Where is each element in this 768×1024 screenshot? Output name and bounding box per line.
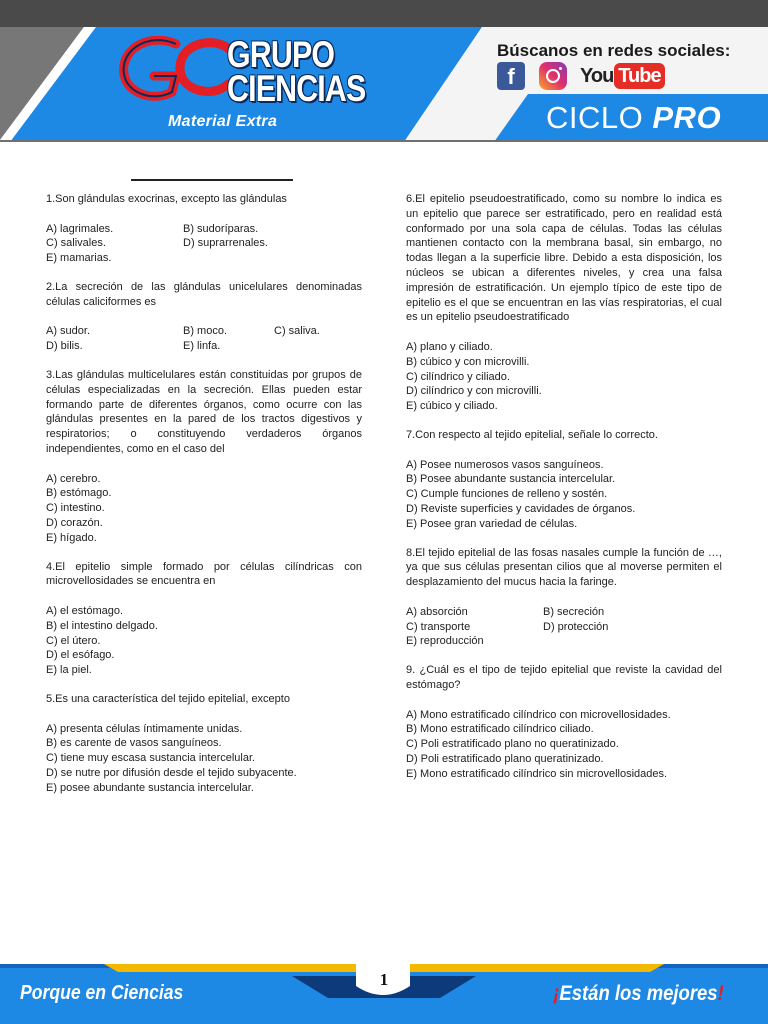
option-row <box>46 531 362 546</box>
answer-option: A) sudor. <box>46 325 91 338</box>
answer-option: B) sudoríparas. <box>183 222 259 235</box>
option-row <box>406 752 722 767</box>
youtube-word-tube: Tube <box>614 63 664 89</box>
option-row <box>406 384 722 399</box>
option-row <box>46 339 362 354</box>
facebook-icon[interactable] <box>497 62 525 90</box>
option-row <box>406 458 722 473</box>
right-column <box>406 192 722 795</box>
answer-options <box>46 722 362 796</box>
answer-option: B) cúbico y con microvilli. <box>406 355 530 368</box>
answer-option: B) secreción <box>543 605 605 618</box>
page-header <box>0 0 768 142</box>
option-row <box>46 648 362 663</box>
answer-option: B) Mono estratificado cilíndrico ciliado. <box>406 723 594 736</box>
option-row <box>406 399 722 414</box>
answer-options <box>406 708 722 782</box>
answer-option: B) es carente de vasos sanguíneos. <box>46 737 222 750</box>
instagram-icon[interactable] <box>539 62 567 90</box>
answer-options <box>406 340 722 414</box>
answer-option: D) Poli estratificado plano queratinizado. <box>406 752 604 765</box>
title-underline <box>131 179 293 181</box>
question-text: 5.Es una característica del tejido epitelial, excepto <box>46 692 290 705</box>
answer-option: C) Cumple funciones de relleno y sostén. <box>406 488 608 501</box>
option-row <box>406 355 722 370</box>
option-row <box>46 516 362 531</box>
option-row <box>406 605 722 620</box>
footer-slogan-right <box>554 982 725 1006</box>
cycle-label-text: CICLO <box>546 100 644 135</box>
youtube-icon[interactable] <box>580 63 665 89</box>
answer-option: C) el útero. <box>46 634 101 647</box>
brand-line-2: CIENCIAS <box>227 68 366 109</box>
answer-option: C) Poli estratificado plano no queratinizado. <box>406 738 619 751</box>
page-footer <box>0 958 768 1024</box>
question-text: 9. ¿Cuál es el tipo de tejido epitelial que reviste la cavidad del estómago? <box>406 664 722 691</box>
option-row <box>406 634 722 649</box>
slogan-open-mark: ¡ <box>553 982 560 1005</box>
brand-line-1: GRUPO <box>227 34 335 75</box>
answer-option: C) salivales. <box>46 237 106 250</box>
option-row <box>46 324 362 339</box>
brand-name <box>227 34 366 109</box>
question-block <box>46 280 362 354</box>
answer-option: D) Reviste superficies y cavidades de órganos. <box>406 502 636 515</box>
option-row <box>406 737 722 752</box>
answer-options <box>46 472 362 546</box>
answer-option: C) cilíndrico y ciliado. <box>406 370 510 383</box>
question-block <box>46 192 362 266</box>
answer-option: D) se nutre por difusión desde el tejido subyacente. <box>46 766 297 779</box>
cycle-label-emphasis: PRO <box>652 100 722 135</box>
option-row <box>406 722 722 737</box>
grupo-ciencias-logo-icon <box>118 36 240 104</box>
answer-option: A) absorción <box>406 605 468 618</box>
answer-option: C) intestino. <box>46 502 105 515</box>
answer-option: E) hígado. <box>46 531 97 544</box>
option-row <box>46 486 362 501</box>
material-extra-label: Material Extra <box>168 113 278 130</box>
answer-option: A) Mono estratificado cilíndrico con microvellosidades. <box>406 708 671 721</box>
option-row <box>46 472 362 487</box>
question-text: 6.El epitelio pseudoestratificado, como su nombre lo indica es un epitelio que parece ser estratificado, pero en realidad está conformado por una sola capa de células. Todas las células mantienen contacto con la membrana basal, sin embargo, no todas llegan a la superficie libre. Debido a esta disposición, los núcleos se ubican a diferentes niveles, y crea una falsa impresión de estratificación. Un ejemplo típico de este tipo de epitelio es el que se encuentran en las vías respiratorias, el cual es un epitelio pseudoestratificado <box>406 193 722 324</box>
question-text: 7.Con respecto al tejido epitelial, señale lo correcto. <box>406 428 658 441</box>
option-row <box>406 340 722 355</box>
option-row <box>46 722 362 737</box>
answer-option: A) plano y ciliado. <box>406 340 493 353</box>
answer-option: E) mamarias. <box>46 252 112 265</box>
option-row <box>46 619 362 634</box>
question-text: 2.La secreción de las glándulas unicelulares denominadas células caliciformes es <box>46 280 362 308</box>
option-row <box>46 766 362 781</box>
answer-option: D) suprarrenales. <box>183 237 268 250</box>
answer-option: C) transporte <box>406 620 471 633</box>
question-block <box>406 546 722 650</box>
option-row <box>46 736 362 751</box>
option-row <box>406 487 722 502</box>
page-number: 1 <box>379 970 389 989</box>
answer-option: D) protección <box>543 620 609 633</box>
footer-slogan-left: Porque en Ciencias <box>20 982 184 1004</box>
question-block <box>46 692 362 796</box>
answer-option: B) estómago. <box>46 487 112 500</box>
question-block <box>46 560 362 678</box>
answer-option: E) cúbico y ciliado. <box>406 400 498 413</box>
answer-option: E) reproducción <box>406 635 484 648</box>
answer-option: A) presenta células íntimamente unidas. <box>46 722 243 735</box>
answer-option: C) saliva. <box>274 325 320 338</box>
youtube-word-you: You <box>580 65 614 87</box>
answer-option: A) el estómago. <box>46 604 124 617</box>
option-row <box>406 517 722 532</box>
answer-option: A) lagrimales. <box>46 222 114 235</box>
answer-option: B) el intestino delgado. <box>46 619 158 632</box>
question-block <box>46 368 362 546</box>
answer-option: A) cerebro. <box>46 472 101 485</box>
option-row <box>46 604 362 619</box>
option-row <box>46 781 362 796</box>
answer-options <box>46 604 362 678</box>
answer-option: B) Posee abundante sustancia intercelular. <box>406 473 616 486</box>
facebook-glyph: f <box>507 64 515 89</box>
answer-option: A) Posee numerosos vasos sanguíneos. <box>406 458 604 471</box>
option-row <box>406 502 722 517</box>
option-row <box>406 370 722 385</box>
option-row <box>406 472 722 487</box>
answer-option: D) bilis. <box>46 340 83 353</box>
answer-options <box>46 324 362 354</box>
option-row <box>46 663 362 678</box>
answer-option: E) Posee gran variedad de células. <box>406 517 578 530</box>
question-text: 1.Son glándulas exocrinas, excepto las glándulas <box>46 193 287 205</box>
slogan-text: Están los mejores <box>559 982 718 1005</box>
answer-option: B) moco. <box>183 325 228 338</box>
answer-option: E) linfa. <box>183 340 221 353</box>
question-text: 3.Las glándulas multicelulares están constituidas por grupos de células especializadas en la secreción. Ellas pueden estar formando parte de diferentes órganos, como ocurre con las glándulas presentes en la pared de los tractos digestivos y respiratorios; o constituyendo verdaderos órganos independientes, como en el caso del <box>46 368 362 455</box>
question-block <box>406 192 722 414</box>
question-text: 4.El epitelio simple formado por células cilíndricas con microvellosidades se encuentra en <box>46 560 362 588</box>
answer-option: D) cilíndrico y con microvilli. <box>406 385 542 398</box>
question-text: 8.El tejido epitelial de las fosas nasales cumple la función de …, ya que sus células presentan cilios que al moverse permiten el desplazamiento del mucus hacia la faringe. <box>406 546 722 589</box>
question-block <box>406 428 722 532</box>
option-row <box>406 708 722 723</box>
cycle-label <box>546 100 721 136</box>
answer-option: E) posee abundante sustancia intercelular. <box>46 781 254 794</box>
answer-option: D) el esófago. <box>46 649 115 662</box>
option-row <box>406 620 722 635</box>
answer-options <box>406 605 722 649</box>
slogan-close-mark: ! <box>717 982 724 1005</box>
option-row <box>46 222 362 237</box>
answer-options <box>46 222 362 266</box>
answer-options <box>406 458 722 532</box>
option-row <box>46 751 362 766</box>
social-heading: Búscanos en redes sociales: <box>497 41 731 60</box>
option-row <box>46 236 362 251</box>
answer-option: E) Mono estratificado cilíndrico sin microvellosidades. <box>406 767 668 780</box>
option-row <box>46 501 362 516</box>
answer-option: C) tiene muy escasa sustancia intercelular. <box>46 752 256 765</box>
option-row <box>406 767 722 782</box>
question-block <box>406 663 722 781</box>
answer-option: E) la piel. <box>46 664 92 677</box>
left-column <box>46 192 362 809</box>
option-row <box>46 634 362 649</box>
option-row <box>46 251 362 266</box>
answer-option: D) corazón. <box>46 516 103 529</box>
